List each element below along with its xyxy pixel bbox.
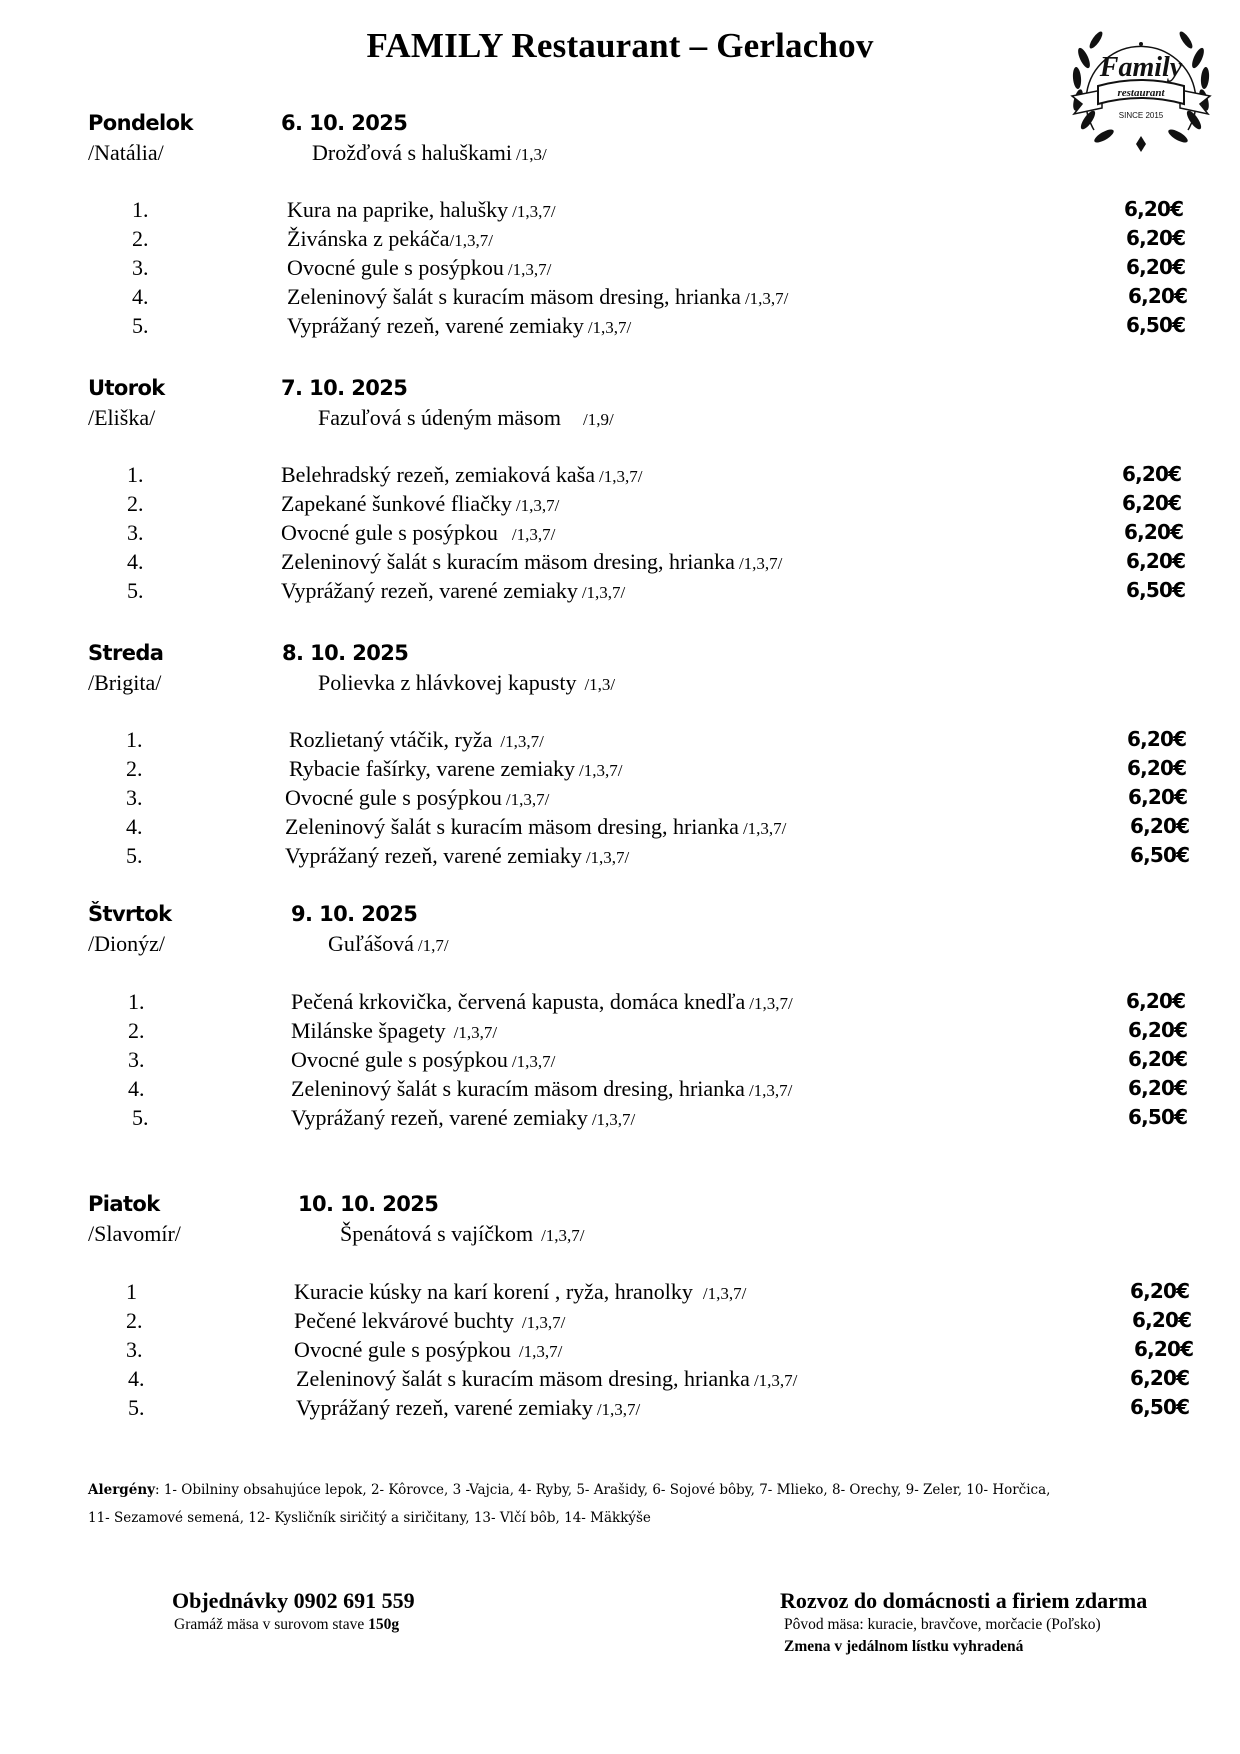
menu-item: 4. Zeleninový šalát s kuracím mäsom dresing, hrianka /1,3,7/ 6,20€ <box>128 1076 1188 1101</box>
menu-item: 5. Vyprážaný rezeň, varené zemiaky /1,3,7/ 6,50€ <box>132 313 1186 338</box>
order-phone: Objednávky 0902 691 559 <box>172 1588 415 1613</box>
day-date: 9. 10. 2025 <box>291 902 418 926</box>
price: 6,20€ <box>1128 284 1188 308</box>
price: 6,20€ <box>1124 520 1184 544</box>
menu-item: 3. Ovocné gule s posýpkou /1,3,7/ 6,20€ <box>126 785 1188 810</box>
menu-item: 5. Vyprážaný rezeň, varené zemiaky /1,3,7/ 6,50€ <box>128 1395 1190 1420</box>
price: 6,20€ <box>1130 814 1190 838</box>
price: 6,20€ <box>1126 549 1186 573</box>
price: 6,50€ <box>1126 313 1186 337</box>
nameday: /Slavomír/ <box>88 1221 181 1246</box>
menu-item: 3. Ovocné gule s posýpkou /1,3,7/ 6,20€ <box>128 1047 1188 1072</box>
menu-item: 1. Belehradský rezeň, zemiaková kaša /1,3,7/ 6,20€ <box>127 462 1182 487</box>
price: 6,50€ <box>1128 1105 1188 1129</box>
menu-item: 1. Rozlietaný vtáčik, ryža /1,3,7/ 6,20€ <box>126 727 1187 752</box>
menu-item: 1. Kura na paprike, halušky /1,3,7/ 6,20€ <box>132 197 1184 222</box>
menu-item: 3. Ovocné gule s posýpkou /1,3,7/ 6,20€ <box>127 520 1184 545</box>
price: 6,20€ <box>1128 785 1188 809</box>
price: 6,20€ <box>1127 727 1187 751</box>
menu-item: 1. Pečená krkovička, červená kapusta, domáca knedľa /1,3,7/ 6,20€ <box>128 989 1186 1014</box>
price: 6,20€ <box>1126 255 1186 279</box>
price: 6,20€ <box>1124 197 1184 221</box>
price: 6,20€ <box>1128 1018 1188 1042</box>
allergen-line-1: Alergény: 1- Obilniny obsahujúce lepok, 2- Kôrovce, 3 -Vajcia, 4- Ryby, 5- Arašidy, 6- Sojové bôby, 7- Mlieko, 8- Orechy, 9- Zeler, 10- Horčica, <box>88 1482 1051 1498</box>
day-date: 8. 10. 2025 <box>282 641 409 665</box>
soup-of-the-day: Guľášová /1,7/ <box>328 931 449 956</box>
meat-weight-note: Gramáž mäsa v surovom stave 150g <box>174 1616 400 1633</box>
nameday: /Dionýz/ <box>88 931 165 956</box>
price: 6,20€ <box>1134 1337 1194 1361</box>
restaurant-logo <box>1062 18 1220 160</box>
allergen-line-2: 11- Sezamové semená, 12- Kysličník siričitý a siričitany, 13- Vlčí bôb, 14- Mäkkýše <box>88 1510 651 1526</box>
menu-item: 2. Živánska z pekáča/1,3,7/ 6,20€ <box>132 226 1186 251</box>
day-name: Piatok <box>88 1192 160 1216</box>
price: 6,50€ <box>1126 578 1186 602</box>
day-name: Pondelok <box>88 111 193 135</box>
menu-item: 2. Zapekané šunkové fliačky /1,3,7/ 6,20€ <box>127 491 1182 516</box>
svg-text:restaurant: restaurant <box>1117 87 1165 99</box>
price: 6,20€ <box>1132 1308 1192 1332</box>
delivery-note: Rozvoz do domácnosti a firiem zdarma <box>780 1588 1148 1613</box>
price: 6,20€ <box>1128 1076 1188 1100</box>
nameday: /Brigita/ <box>88 670 162 695</box>
menu-item: 4. Zeleninový šalát s kuracím mäsom dresing, hrianka /1,3,7/ 6,20€ <box>126 814 1190 839</box>
day-name: Streda <box>88 641 164 665</box>
day-date: 7. 10. 2025 <box>281 376 408 400</box>
soup-of-the-day: Drožďová s haluškami /1,3/ <box>312 140 547 165</box>
price: 6,20€ <box>1122 462 1182 486</box>
price: 6,20€ <box>1126 989 1186 1013</box>
price: 6,50€ <box>1130 1395 1190 1419</box>
menu-item: 3. Ovocné gule s posýpkou /1,3,7/ 6,20€ <box>126 1337 1194 1362</box>
menu-item: 4. Zeleninový šalát s kuracím mäsom dresing, hrianka /1,3,7/ 6,20€ <box>132 284 1188 309</box>
meat-origin-note: Pôvod mäsa: kuracie, bravčove, morčacie (Poľsko) <box>784 1616 1101 1633</box>
day-date: 6. 10. 2025 <box>281 111 408 135</box>
price: 6,20€ <box>1130 1279 1190 1303</box>
svg-text:Family: Family <box>1099 52 1183 83</box>
nameday: /Natália/ <box>88 140 164 165</box>
day-name: Štvrtok <box>88 902 172 926</box>
menu-change-note: Zmena v jedálnom lístku vyhradená <box>784 1638 1024 1655</box>
day-name: Utorok <box>88 376 165 400</box>
price: 6,20€ <box>1126 226 1186 250</box>
price: 6,20€ <box>1127 756 1187 780</box>
menu-item: 4. Zeleninový šalát s kuracím mäsom dresing, hrianka /1,3,7/ 6,20€ <box>127 549 1186 574</box>
menu-item: 5. Vyprážaný rezeň, varené zemiaky /1,3,7/ 6,50€ <box>127 578 1186 603</box>
soup-of-the-day: Špenátová s vajíčkom /1,3,7/ <box>340 1221 585 1246</box>
menu-item: 2. Rybacie fašírky, varene zemiaky /1,3,7/ 6,20€ <box>126 756 1187 781</box>
soup-of-the-day: Fazuľová s údeným mäsom /1,9/ <box>318 405 614 430</box>
menu-item: 2. Milánske špagety /1,3,7/ 6,20€ <box>128 1018 1188 1043</box>
menu-item: 1 Kuracie kúsky na karí korení , ryža, hranolky /1,3,7/ 6,20€ <box>126 1279 1190 1304</box>
menu-item: 5. Vyprážaný rezeň, varené zemiaky /1,3,7/ 6,50€ <box>126 843 1190 868</box>
day-date: 10. 10. 2025 <box>298 1192 439 1216</box>
price: 6,20€ <box>1130 1366 1190 1390</box>
allergen-legend <box>88 1476 1198 1532</box>
price: 6,20€ <box>1122 491 1182 515</box>
menu-item: 5. Vyprážaný rezeň, varené zemiaky /1,3,7/ 6,50€ <box>132 1105 1188 1130</box>
menu-item: 2. Pečené lekvárové buchty /1,3,7/ 6,20€ <box>126 1308 1192 1333</box>
allergen-label: Alergény <box>88 1482 155 1498</box>
price: 6,50€ <box>1130 843 1190 867</box>
svg-text:SINCE 2015: SINCE 2015 <box>1118 111 1164 120</box>
menu-item: 3. Ovocné gule s posýpkou /1,3,7/ 6,20€ <box>132 255 1186 280</box>
nameday: /Eliška/ <box>88 405 156 430</box>
page-title: FAMILY Restaurant – Gerlachov <box>366 26 874 65</box>
soup-of-the-day: Polievka z hlávkovej kapusty /1,3/ <box>318 670 616 695</box>
menu-item: 4. Zeleninový šalát s kuracím mäsom dresing, hrianka /1,3,7/ 6,20€ <box>128 1366 1190 1391</box>
price: 6,20€ <box>1128 1047 1188 1071</box>
laurel-wreath-icon <box>1062 18 1220 160</box>
